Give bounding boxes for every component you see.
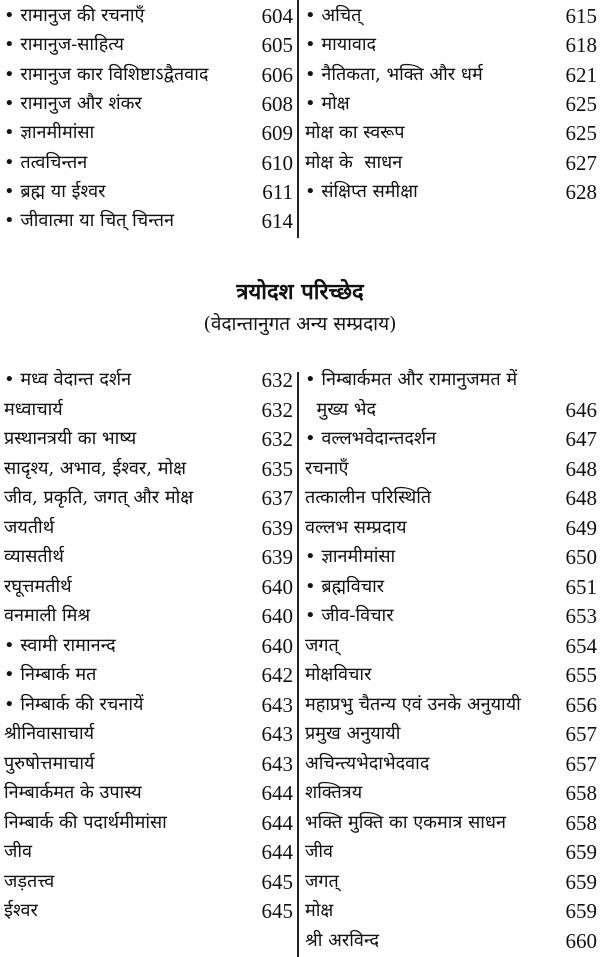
toc-entry-title: जगत् [305,634,339,656]
toc-entry-page: 651 [565,574,597,599]
toc-entry [4,366,293,394]
toc-entry-page: 643 [261,751,293,776]
toc-entry-title: मोक्ष का स्वरूप [305,122,405,144]
toc-entry [305,868,597,896]
toc-entry-title: मध्वाचार्य [4,398,63,420]
toc-entry-page: 640 [261,633,293,658]
toc-entry-title: • ज्ञानमीमांसा [305,546,396,567]
toc-entry-page: 609 [261,121,293,146]
toc-entry-page: 644 [261,781,293,805]
toc-entry-page: 625 [565,91,597,116]
toc-entry-title: श्री अरविन्द [305,929,380,951]
toc-entry-title: शक्तित्रय [305,782,363,803]
toc-entry-page: 644 [261,840,293,864]
toc-entry [4,2,293,30]
toc-entry [4,868,293,896]
toc-entry-title: निम्बार्कमत के उपास्य [4,782,142,803]
toc-entry-page: 639 [261,515,293,540]
toc-entry-page: 625 [565,121,597,146]
toc-entry-title: • नैतिकता, भक्ति और धर्म [305,63,483,85]
toc-entry [305,396,597,424]
toc-entry-title: • तत्वचिन्तन [4,151,88,173]
toc-entry-page: 645 [261,899,293,923]
toc-entry [305,809,597,837]
toc-entry-title: भक्ति मुक्ति का एकमात्र साधन [305,811,506,833]
toc-entry-page: 647 [565,427,597,451]
toc-entry-page: 658 [565,781,597,805]
toc-entry-page: 621 [565,62,597,87]
toc-entry-title: • ज्ञानमीमांसा [4,122,95,144]
toc-entry-title: • ब्रह्म या ईश्वर [4,180,106,202]
toc-entry [305,31,597,59]
toc-entry [4,573,293,601]
toc-entry-page: 639 [261,545,293,569]
toc-entry-page: 648 [565,486,597,510]
toc-entry-title: महाप्रभु चैतन्य एवं उनके अनुयायी [305,693,521,715]
toc-top-right-column [305,2,597,238]
toc-entry [305,838,597,866]
column-divider-bottom [297,372,299,957]
toc-entry-page: 614 [261,209,293,234]
toc-entry-title: जयतीर्थ [4,516,55,538]
toc-entry-page: 604 [261,4,293,28]
toc-entry-page: 658 [565,810,597,835]
toc-entry [305,149,597,177]
toc-entry [305,573,597,601]
toc-entry [305,897,597,925]
toc-entry-page: 659 [565,840,597,864]
toc-entry-title: मुख्य भेद [305,398,377,420]
toc-entry [4,779,293,807]
toc-entry-title: • स्वामी रामानन्द [4,634,116,656]
toc-entry-page: 646 [565,397,597,422]
toc-entry-title: • मायावाद [305,34,377,56]
toc-entry-page: 653 [565,604,597,628]
toc-entry [305,691,597,719]
toc-entry [4,897,293,925]
toc-entry [305,514,597,542]
toc-entry-page: 656 [565,692,597,717]
toc-entry-page: 657 [565,751,597,776]
toc-entry [305,602,597,630]
toc-entry-title: • संक्षिप्त समीक्षा [305,180,418,202]
toc-bottom-right-column [305,366,597,956]
toc-entry-title: • मध्व वेदान्त दर्शन [4,369,132,390]
toc-top-left-column [4,2,293,238]
toc-entry-title: • रामानुज और शंकर [4,92,142,114]
toc-entry-page: 659 [565,899,597,923]
chapter-subtitle: (वेदान्तानुगत अन्य सम्प्रदाय) [203,313,397,335]
toc-entry [4,661,293,689]
toc-entry [4,90,293,118]
toc-entry-title: प्रमुख अनुयायी [305,723,401,744]
toc-entry-page: 608 [261,91,293,116]
toc-entry [4,602,293,630]
toc-entry [305,779,597,807]
toc-entry [4,425,293,453]
toc-entry-title: • रामानुज की रचनाएँ [4,5,145,26]
toc-entry [305,90,597,118]
toc-entry [4,178,293,206]
toc-entry [4,484,293,512]
toc-entry-page: 632 [261,397,293,422]
toc-entry-title: प्रस्थानत्रयी का भाष्य [4,428,137,449]
toc-entry [305,366,597,394]
toc-entry-page: 610 [261,150,293,175]
toc-entry-title: रचनाएँ [305,457,349,479]
toc-entry [305,750,597,778]
toc-entry-page: 659 [565,869,597,894]
toc-entry-title: मोक्षविचार [305,664,372,685]
toc-entry [305,2,597,30]
toc-entry-page: 655 [565,663,597,687]
toc-entry [305,661,597,689]
toc-entry-page: 635 [261,456,293,481]
toc-entry [4,119,293,147]
toc-entry [305,61,597,89]
toc-entry-page: 645 [261,869,293,894]
toc-entry-title: • रामानुज-साहित्य [4,34,124,56]
toc-entry-page: 642 [261,663,293,687]
toc-entry [4,632,293,660]
toc-entry [4,455,293,483]
toc-entry [305,543,597,571]
toc-entry-page: 643 [261,692,293,717]
toc-entry-page: 640 [261,604,293,628]
toc-entry-page: 637 [261,486,293,510]
toc-entry-title: • निम्बार्क मत [4,664,97,685]
toc-entry [4,838,293,866]
toc-entry-page: 606 [261,62,293,87]
toc-entry-title: वल्लभ सम्प्रदाय [305,516,407,538]
toc-entry-page: 644 [261,810,293,835]
toc-entry [305,178,597,206]
toc-entry [4,543,293,571]
toc-entry-title: • जीवात्मा या चित् चिन्तन [4,210,175,232]
toc-entry-page: 632 [261,427,293,451]
toc-entry-page: 648 [565,456,597,481]
toc-entry-title: जीव, प्रकृति, जगत् और मोक्ष [4,487,194,508]
toc-entry [305,632,597,660]
toc-entry-title: मोक्ष के साधन [305,151,403,173]
toc-entry [305,455,597,483]
toc-entry-title: श्रीनिवासाचार्य [4,723,95,744]
toc-entry [305,484,597,512]
toc-entry-title: पुरुषोत्तमाचार्य [4,752,95,774]
toc-entry-title: • ब्रह्मविचार [305,575,385,597]
toc-entry-title: • जीव-विचार [305,605,394,626]
toc-entry-title: निम्बार्क की पदार्थमीमांसा [4,811,167,833]
toc-entry-page: 654 [565,633,597,658]
toc-entry-page: 618 [565,33,597,58]
toc-entry [4,750,293,778]
toc-entry-title: व्यासतीर्थ [4,546,64,567]
toc-entry-title: वनमाली मिश्र [4,605,91,626]
toc-entry-title: सादृश्य, अभाव, ईश्वर, मोक्ष [4,457,187,479]
toc-entry-title: • अचित् [305,5,362,26]
toc-entry [4,691,293,719]
toc-entry-page: 632 [261,368,293,392]
toc-entry-title: रघूत्तमतीर्थ [4,575,72,597]
toc-entry-page: 657 [565,722,597,746]
toc-entry [305,720,597,748]
toc-entry [4,720,293,748]
toc-entry [4,514,293,542]
toc-entry [305,425,597,453]
toc-entry-page: 605 [261,33,293,58]
toc-entry [4,61,293,89]
toc-entry-page: 660 [565,928,597,953]
toc-entry-title: तत्कालीन परिस्थिति [305,487,432,508]
toc-entry-title: जीव [305,841,334,862]
toc-entry [4,809,293,837]
toc-entry-title: जगत् [305,870,339,892]
toc-bottom-left-column [4,366,293,956]
toc-entry-title: • रामानुज कार विशिष्टाऽद्वैतवाद [4,63,209,85]
toc-entry-title: जीव [4,841,33,862]
toc-entry-title: अचिन्त्यभेदाभेदवाद [305,752,430,774]
toc-entry-title: • निम्बार्कमत और रामानुजमत में [305,369,518,390]
toc-entry-title: मोक्ष [305,900,334,921]
toc-entry-title: ईश्वर [4,900,38,921]
toc-entry [305,119,597,147]
toc-entry-title: • मोक्ष [305,92,350,114]
toc-entry-page: 649 [565,515,597,540]
chapter-title: त्रयोदश परिच्छेद [236,279,364,305]
toc-entry-title: • निम्बार्क की रचनायें [4,693,144,715]
toc-entry [4,31,293,59]
toc-entry [4,149,293,177]
column-divider-top [297,0,299,238]
toc-entry-page: 627 [565,150,597,175]
toc-entry-page: 640 [261,574,293,599]
toc-entry [4,207,293,235]
toc-entry-title: जड़तत्त्व [4,870,55,892]
toc-entry-page: 615 [565,4,597,28]
toc-entry [4,396,293,424]
toc-entry [305,927,597,955]
toc-entry-page: 643 [261,722,293,746]
toc-entry-title: • वल्लभवेदान्तदर्शन [305,428,437,449]
toc-entry-page: 611 [262,179,293,204]
toc-entry-page: 628 [565,179,597,204]
toc-entry-page: 650 [565,545,597,569]
